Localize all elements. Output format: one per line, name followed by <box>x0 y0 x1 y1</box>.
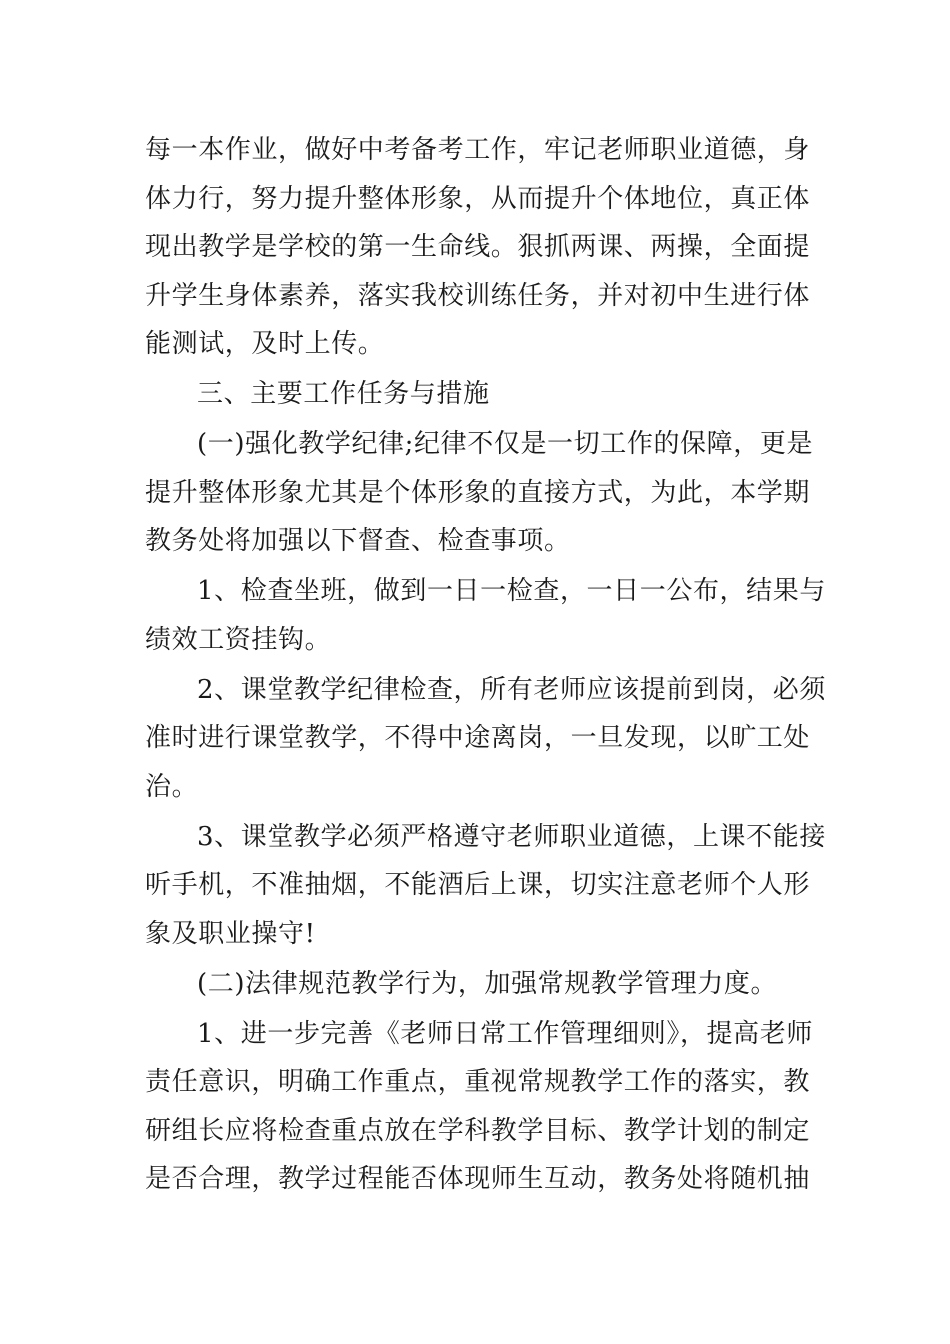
paragraph-4 <box>145 567 826 664</box>
text-line: 能测试，及时上传。 <box>145 329 385 359</box>
text-line: 1、进一步完善《老师日常工作管理细则》，提高老师 <box>197 1018 813 1049</box>
paragraph-3 <box>145 420 815 566</box>
text-line: (二)法律规范教学行为，加强常规教学管理力度。 <box>197 968 778 999</box>
text-line: 现出教学是学校的第一生命线。狠抓两课、两操，全面提 <box>145 232 811 262</box>
text-line: 研组长应将检查重点放在学科教学目标、教学计划的制定 <box>145 1115 811 1146</box>
text-line: 治。 <box>145 771 199 802</box>
text-line: 3、课堂教学必须严格遵守老师职业道德，上课不能接 <box>197 821 826 852</box>
text-line: 2、课堂教学纪律检查，所有老师应该提前到岗，必须 <box>197 674 826 705</box>
paragraph-5 <box>145 666 826 812</box>
paragraph-8 <box>145 1010 815 1204</box>
text-line: 提升整体形象尤其是个体形象的直接方式，为此，本学期 <box>145 477 811 508</box>
text-line: 听手机，不准抽烟，不能酒后上课，切实注意老师个人形 <box>145 870 811 900</box>
text-line: (一)强化教学纪律;纪律不仅是一切工作的保障，更是 <box>197 429 814 459</box>
document-body <box>145 126 826 1205</box>
text-line: 绩效工资挂钩。 <box>145 624 332 655</box>
text-line: 象及职业操守! <box>145 918 316 949</box>
text-line: 每一本作业，做好中考备考工作，牢记老师职业道德，身 <box>145 135 811 165</box>
paragraph-6 <box>145 813 826 959</box>
text-line: 是否合理，教学过程能否体现师生互动，教务处将随机抽 <box>145 1164 811 1194</box>
section-heading <box>145 370 815 419</box>
paragraph-1 <box>145 126 815 369</box>
text-line: 教务处将加强以下督查、检查事项。 <box>145 526 571 556</box>
text-line: 责任意识，明确工作重点，重视常规教学工作的落实，教 <box>145 1067 811 1097</box>
paragraph-7 <box>145 960 815 1009</box>
text-line: 体力行，努力提升整体形象，从而提升个体地位，真正体 <box>145 183 811 214</box>
text-line: 准时进行课堂教学，不得中途离岗，一旦发现，以旷工处 <box>145 723 811 753</box>
text-line: 升学生身体素养，落实我校训练任务，并对初中生进行体 <box>145 280 811 311</box>
heading-line: 三、主要工作任务与措施 <box>197 379 490 409</box>
text-line: 1、检查坐班，做到一日一检查，一日一公布，结果与 <box>197 576 826 606</box>
